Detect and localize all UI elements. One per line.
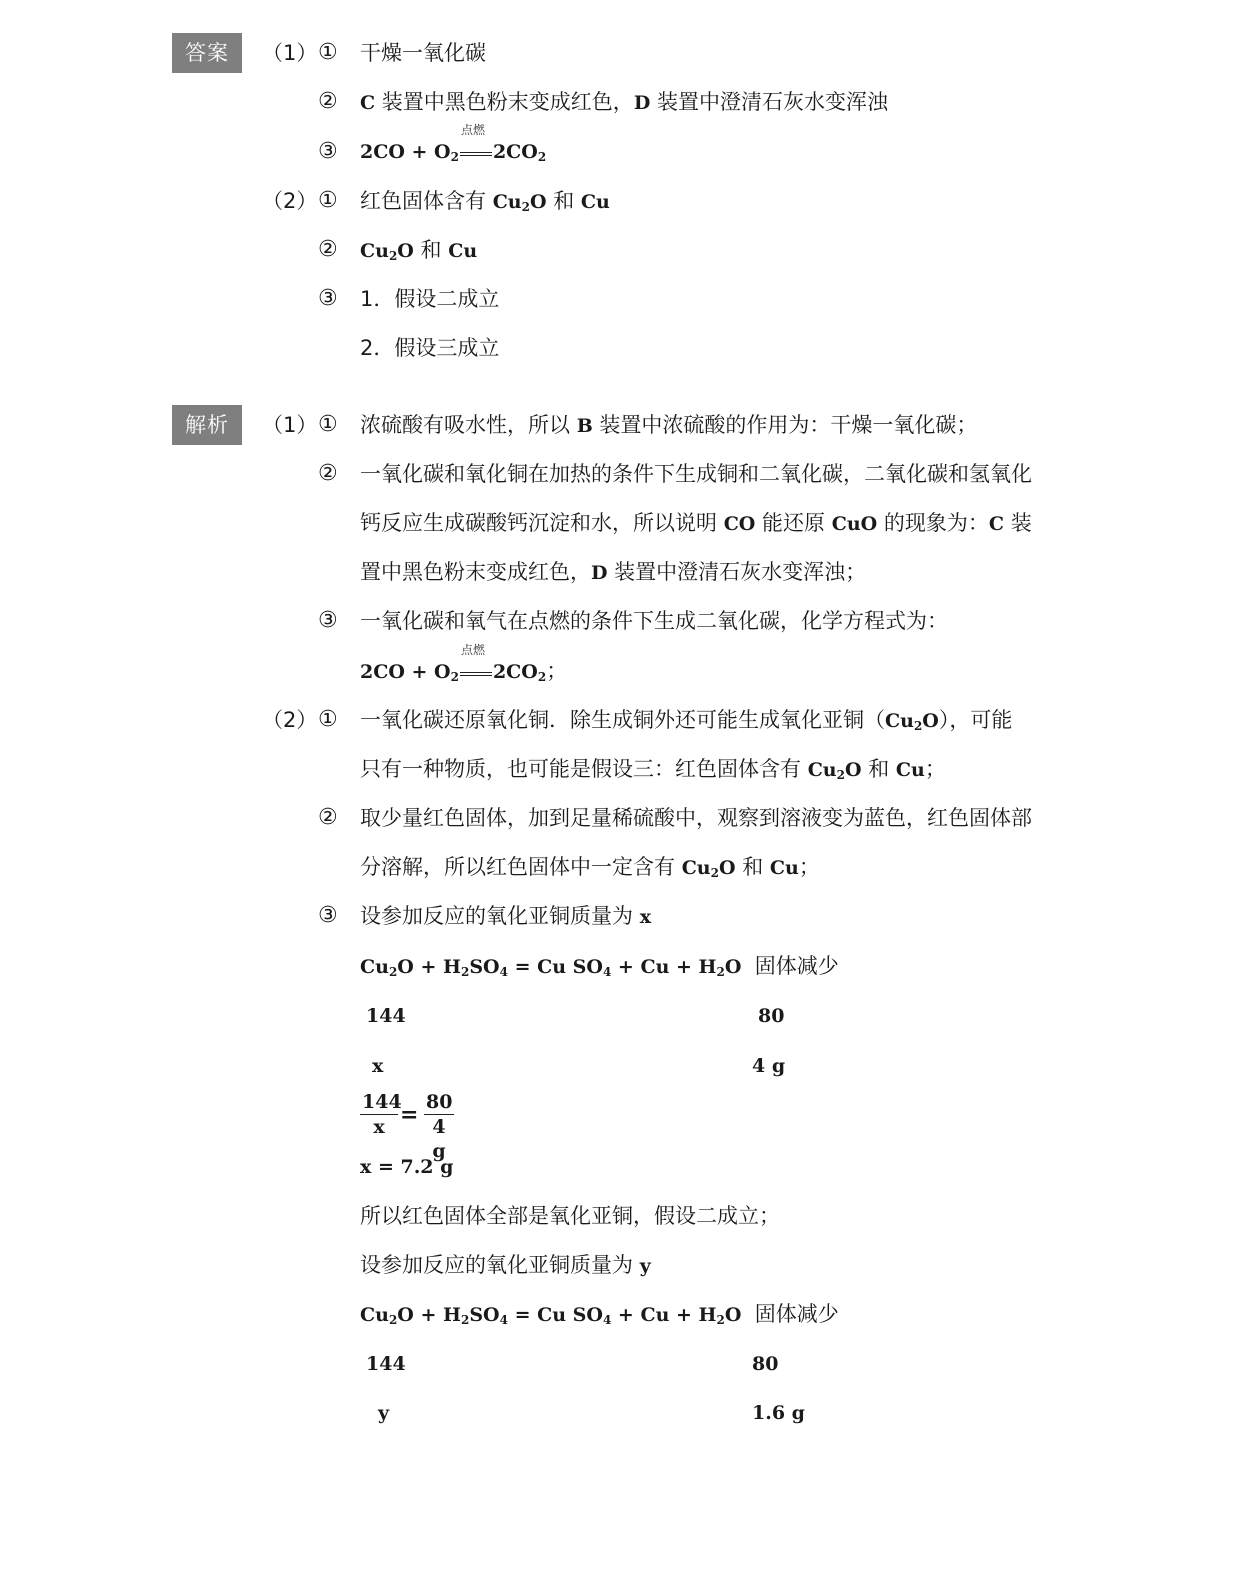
part-label: （2） bbox=[262, 708, 318, 732]
item-number: ③ bbox=[318, 608, 338, 633]
item-number: ② bbox=[318, 805, 338, 830]
analysis-text: 取少量红色固体，加到足量稀硫酸中，观察到溶液变为蓝色，红色固体部 bbox=[360, 806, 1032, 830]
item-number: ③ bbox=[318, 286, 338, 311]
analysis-text: 一氧化碳还原氧化铜．除生成铜外还可能生成氧化亚铜$(Cu_2O)$，可能 bbox=[360, 708, 1013, 733]
mass-decrease: 80 bbox=[758, 1005, 785, 1027]
molar-mass: 144 bbox=[366, 1353, 406, 1375]
part-label: （1） bbox=[262, 413, 318, 437]
analysis-text: 钙反应生成碳酸钙沉淀和水，所以说明 CO 能还原 CuO 的现象为：C 装 bbox=[360, 511, 1032, 535]
analysis-text: 一氧化碳和氧气在点燃的条件下生成二氧化碳，化学方程式为： bbox=[360, 609, 948, 633]
item-number: ① bbox=[318, 40, 338, 65]
reaction-condition: 点燃 bbox=[460, 663, 492, 683]
reaction-condition: 点燃 bbox=[460, 143, 492, 163]
analysis-text: 置中黑色粉末变成红色，D 装置中澄清石灰水变浑浊； bbox=[360, 560, 867, 584]
mass-decrease: 80 bbox=[752, 1353, 779, 1375]
analysis-text: 浓硫酸有吸水性，所以 B 装置中浓硫酸的作用为：干燥一氧化碳； bbox=[360, 413, 978, 437]
answer-text: 2．假设三成立 bbox=[360, 336, 500, 360]
answer-text: 1．假设二成立 bbox=[360, 287, 500, 311]
item-number: ① bbox=[318, 707, 338, 732]
chemical-equation: $2CO + O_2$ 点燃 $2CO_2$ bbox=[360, 123, 547, 164]
chemical-equation: $2CO + O_2$ 点燃 $2CO_2$； bbox=[360, 643, 568, 684]
given-mass: 1.6 g bbox=[752, 1402, 805, 1424]
item-number: ③ bbox=[318, 139, 338, 164]
item-number: ③ bbox=[318, 903, 338, 928]
item-number: ① bbox=[318, 412, 338, 437]
unknown-var: x bbox=[372, 1055, 384, 1077]
item-number: ② bbox=[318, 237, 338, 262]
analysis-text: 只有一种物质，也可能是假设三：红色固体含有 $Cu_2O$ 和 Cu； bbox=[360, 757, 946, 782]
item-number: ② bbox=[318, 89, 338, 114]
analysis-text: 设参加反应的氧化亚铜质量为 x bbox=[360, 904, 652, 928]
item-number: ① bbox=[318, 188, 338, 213]
analysis-badge: 解析 bbox=[172, 405, 242, 445]
analysis-text: 所以红色固体全部是氧化亚铜，假设二成立； bbox=[360, 1204, 780, 1228]
analysis-text: 一氧化碳和氧化铜在加热的条件下生成铜和二氧化碳，二氧化碳和氢氧化 bbox=[360, 462, 1032, 486]
given-mass: 4 g bbox=[752, 1055, 786, 1077]
answer-text: $Cu_2O$ 和 Cu bbox=[360, 238, 478, 263]
part-label: （2） bbox=[262, 189, 318, 213]
unknown-var: y bbox=[378, 1402, 390, 1424]
analysis-text: 分溶解，所以红色固体中一定含有 $Cu_2O$ 和 Cu； bbox=[360, 855, 820, 880]
part-label: （1） bbox=[262, 41, 318, 65]
answer-text: 干燥一氧化碳 bbox=[360, 41, 486, 65]
analysis-text: 设参加反应的氧化亚铜质量为 y bbox=[360, 1253, 651, 1277]
answer-badge: 答案 bbox=[172, 33, 242, 73]
answer-text: C 装置中黑色粉末变成红色，D 装置中澄清石灰水变浑浊 bbox=[360, 90, 888, 114]
molar-mass: 144 bbox=[366, 1005, 406, 1027]
item-number: ② bbox=[318, 461, 338, 486]
answer-text: 红色固体含有 $Cu_2O$ 和 Cu bbox=[360, 189, 610, 214]
